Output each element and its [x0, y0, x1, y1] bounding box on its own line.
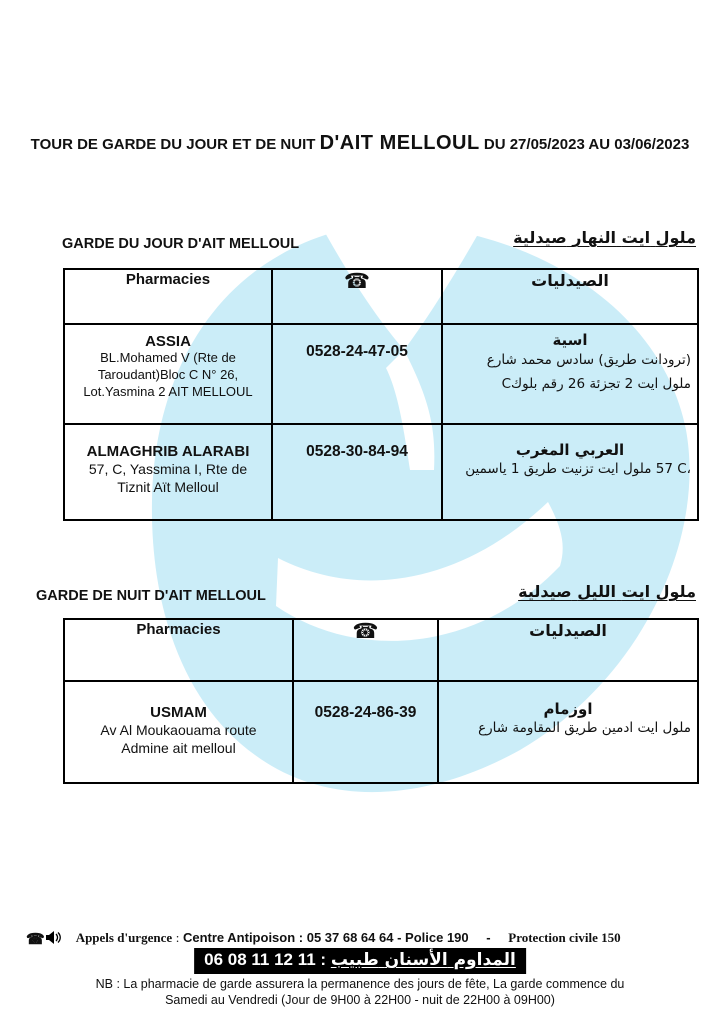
title-city: D'AIT MELLOUL: [319, 132, 480, 154]
dentist-phone: 06 08 11 12 11 :: [204, 950, 327, 969]
pharmacy-name-fr: ASSIA: [145, 333, 191, 350]
phone-icon: ☎: [293, 619, 438, 681]
day-col-pharmacies-ar: الصيدليات: [442, 269, 698, 324]
pharmacy-address-ar: ياسمين 1 طريق تزنيت ايت ملول 57 C،: [465, 461, 691, 477]
title-prefix: TOUR DE GARDE DU JOUR ET DE NUIT: [30, 136, 320, 153]
telephone-icon: ☎: [26, 931, 45, 948]
usmam-phone-cell: [293, 681, 438, 783]
pharmacy-address-ar: شارع المقاومة طريق ادمين ايت ملول: [478, 720, 691, 736]
assia-ar-cell: [442, 324, 698, 424]
pharmacy-address-fr: Admine ait melloul: [121, 740, 236, 757]
antipoison-text: Centre Antipoison : 05 37 68 64 64 -: [182, 930, 402, 945]
nb-line-2: Samedi au Vendredi (Jour de 9H00 à 22H00 - nuit de 22H00 à 09H00): [165, 993, 555, 1008]
day-section-title-fr: GARDE DU JOUR D'AIT MELLOUL: [62, 236, 300, 252]
table-row-assia: [64, 324, 698, 424]
police-text: Police 190: [405, 930, 469, 945]
night-col-pharmacies-ar: الصيدليات: [438, 619, 698, 681]
pharmacy-address-ar: Cبلوك رقم 26 تجزئة 2 ايت ملول: [501, 375, 691, 392]
pharmacy-address-fr: Lot.Yasmina 2 AIT MELLOUL: [83, 383, 253, 399]
night-section-title-ar: صيدلية الليل ايت ملول: [518, 582, 696, 601]
almaghrib-ar-cell: [442, 424, 698, 520]
night-table-header-row: [64, 619, 698, 681]
assia-phone-cell: [272, 324, 442, 424]
dentist-label-ar: طبيب الأسنان المداوم: [330, 950, 516, 970]
pharmacy-address-fr: Tiznit Aït Melloul: [117, 479, 219, 496]
table-row-usmam: [64, 681, 698, 783]
pharmacy-address-fr: BL.Mohamed V (Rte de: [100, 350, 236, 365]
night-guard-table: [63, 618, 699, 784]
pharmacy-name-fr: ALMAGHRIB ALARABI: [86, 443, 250, 460]
almaghrib-fr-cell: [64, 424, 272, 520]
dash: -: [486, 930, 491, 945]
night-section-title-fr: GARDE DE NUIT D'AIT MELLOUL: [36, 588, 266, 604]
almaghrib-phone-cell: [272, 424, 442, 520]
colon: :: [175, 930, 180, 945]
title-dates: DU 27/05/2023 AU 03/06/2023: [479, 136, 690, 153]
day-section-title-ar: صيدلية النهار ايت ملول: [513, 228, 696, 247]
pharmacy-address-fr: Av Al Moukaouama route: [100, 722, 257, 738]
pharmacy-name-ar: اسية: [552, 331, 588, 349]
phone-icon: ☎: [272, 269, 442, 324]
pharmacy-address-fr: 57, C, Yassmina I, Rte de: [88, 461, 248, 477]
nb-line-1: NB : La pharmacie de garde assurera la permanence des jours de fête, La garde commence du: [95, 977, 625, 991]
day-guard-table: [63, 268, 699, 521]
day-col-pharmacies: Pharmacies: [64, 269, 272, 324]
dentist-on-duty-bar: [194, 948, 526, 974]
pharmacy-phone: 0528-24-47-05: [306, 343, 408, 360]
pharmacy-phone: 0528-24-86-39: [314, 704, 417, 721]
usmam-ar-cell: [438, 681, 698, 783]
protection-civile-text: Protection civile 150: [508, 930, 621, 945]
pharmacy-address-fr: Taroudant)Bloc C N° 26,: [97, 366, 239, 382]
pharmacy-phone: 0528-30-84-94: [306, 443, 408, 460]
page-title: [0, 132, 720, 155]
day-table-header-row: [64, 269, 698, 324]
pharmacy-address-ar: شارع محمد سادس (طريق ترودانت): [486, 352, 691, 368]
pharmacy-name-fr: USMAM: [150, 704, 207, 721]
nb-note: [0, 976, 720, 1009]
emergency-label: Appels d'urgence: [75, 930, 173, 945]
pharmacy-name-ar: اوزمام: [543, 700, 593, 718]
emergency-line: [26, 930, 694, 948]
table-row-almaghrib: [64, 424, 698, 520]
night-col-pharmacies: Pharmacies: [64, 619, 293, 681]
usmam-fr-cell: [64, 681, 293, 783]
speaker-icon: [45, 931, 62, 944]
assia-fr-cell: [64, 324, 272, 424]
pharmacy-name-ar: المغرب العربي: [515, 441, 625, 459]
